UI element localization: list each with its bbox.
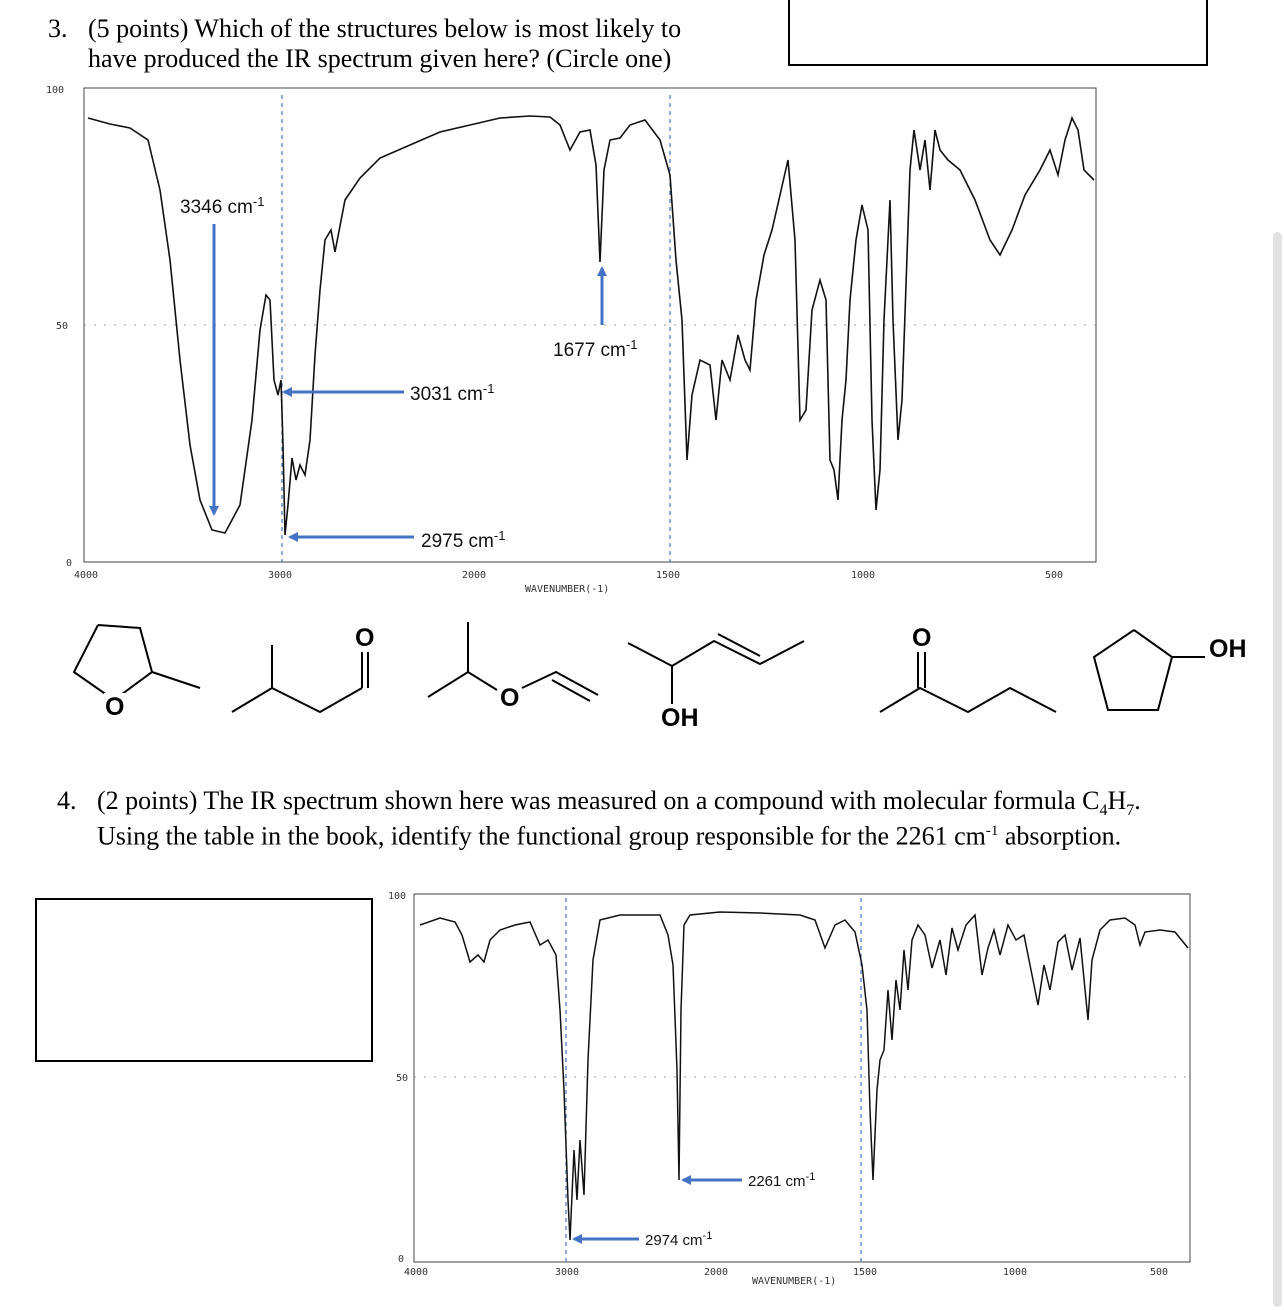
spectrum-1-annotation-2975: 2975 $cm^{-1}$ [421, 528, 506, 552]
enol-chain [628, 641, 804, 666]
q4-h: H [1107, 786, 1127, 815]
spectrum-1 [46, 85, 1096, 595]
spectrum-2-xlabel-3000: 3000 [555, 1267, 580, 1278]
spectrum-2-xaxis-title: WAVENUMBER(-1) [752, 1276, 837, 1287]
structure-choices [74, 622, 1205, 717]
q4-sup: -1 [985, 823, 999, 839]
question-3-line-2: have produced the IR spectrum given here? (Circle one) [88, 44, 672, 73]
thf-ring [74, 625, 152, 700]
spectrum-2-xlabel-2000: 2000 [704, 1267, 729, 1278]
ketone-chain [880, 688, 1056, 712]
atom-oh-enol: OH [661, 704, 699, 732]
spectrum-1-ylabel-100: 100 [46, 85, 65, 96]
spectrum-2-annotation-2974: 2974 $cm^{-1}$ [645, 1230, 713, 1249]
spectrum-1-xaxis-title: WAVENUMBER(-1) [525, 584, 610, 595]
spectrum-1-xlabel-500: 500 [1045, 570, 1064, 581]
atom-o-ketone: O [912, 624, 932, 652]
spectrum-2-xlabel-4000: 4000 [404, 1267, 429, 1278]
spectrum-1-annotation-3031: 3031 $cm^{-1}$ [410, 381, 495, 405]
structure-butan-2-one[interactable] [880, 652, 1056, 712]
spectrum-2-ylabel-50: 50 [396, 1073, 409, 1084]
spectrum-1-ylabel-0: 0 [66, 558, 73, 569]
structure-3-methylbutanal[interactable] [232, 645, 368, 712]
spectrum-1-xlabel-4000: 4000 [74, 570, 99, 581]
atom-o-ether: O [500, 684, 520, 712]
question-3-number: 3. [48, 14, 68, 43]
spectrum-2-xlabel-1000: 1000 [1003, 1267, 1028, 1278]
question-4-number: 4. [57, 786, 77, 815]
spectrum-1-ylabel-50: 50 [56, 321, 69, 332]
spectrum-1-xlabel-2000: 2000 [462, 570, 487, 581]
q4-sub-7: 7 [1126, 802, 1135, 820]
spectrum-2-ylabel-100: 100 [388, 891, 407, 902]
q4-line1-text: (2 points) The IR spectrum shown here was measured on a compound with molecular formula C [97, 786, 1100, 815]
spectrum-2-annotation-2261: 2261 $cm^{-1}$ [748, 1171, 816, 1190]
atom-o-thf: O [105, 693, 125, 721]
spectrum-1-trace [88, 116, 1094, 535]
structure-atom-labels [105, 624, 1247, 732]
spectrum-2-trace [420, 912, 1188, 1240]
spectrum-2-ylabel-0: 0 [398, 1254, 405, 1265]
spectrum-2-xlabel-1500: 1500 [853, 1267, 878, 1278]
spectrum-1-xlabel-3000: 3000 [268, 570, 293, 581]
q4-line2-end: absorption. [998, 821, 1122, 851]
spectrum-2-frame [414, 894, 1190, 1262]
spectrum-1-xlabel-1000: 1000 [851, 570, 876, 581]
structure-cyclopentanol[interactable] [1094, 630, 1205, 710]
ether-left [428, 672, 497, 697]
question-3-line-1: (5 points) Which of the structures below is most likely to [88, 14, 682, 43]
thf-methyl [152, 672, 200, 688]
q4-sub-4: 4 [1099, 802, 1108, 820]
structure-pent-3-en-2-ol[interactable] [628, 634, 804, 704]
spectrum-1-xlabel-1500: 1500 [656, 570, 681, 581]
spectrum-2 [388, 891, 1190, 1287]
aldehyde-chain [232, 688, 362, 712]
spectrum-1-annotation-1677: 1677 $cm^{-1}$ [553, 337, 638, 361]
q4-period: . [1134, 786, 1141, 815]
atom-o-aldehyde: O [355, 624, 375, 652]
atom-oh-cyclopentanol: OH [1209, 635, 1247, 663]
q4-line2-text: Using the table in the book, identify the functional group responsible for the 2261 cm [97, 821, 986, 851]
ether-double [552, 680, 590, 701]
cyclopentanol-ring [1094, 630, 1172, 710]
spectrum-1-annotation-3346: 3346 $cm^{-1}$ [180, 194, 265, 218]
structure-2-methyltetrahydrofuran[interactable] [74, 625, 200, 717]
spectrum-2-xlabel-500: 500 [1150, 1267, 1169, 1278]
